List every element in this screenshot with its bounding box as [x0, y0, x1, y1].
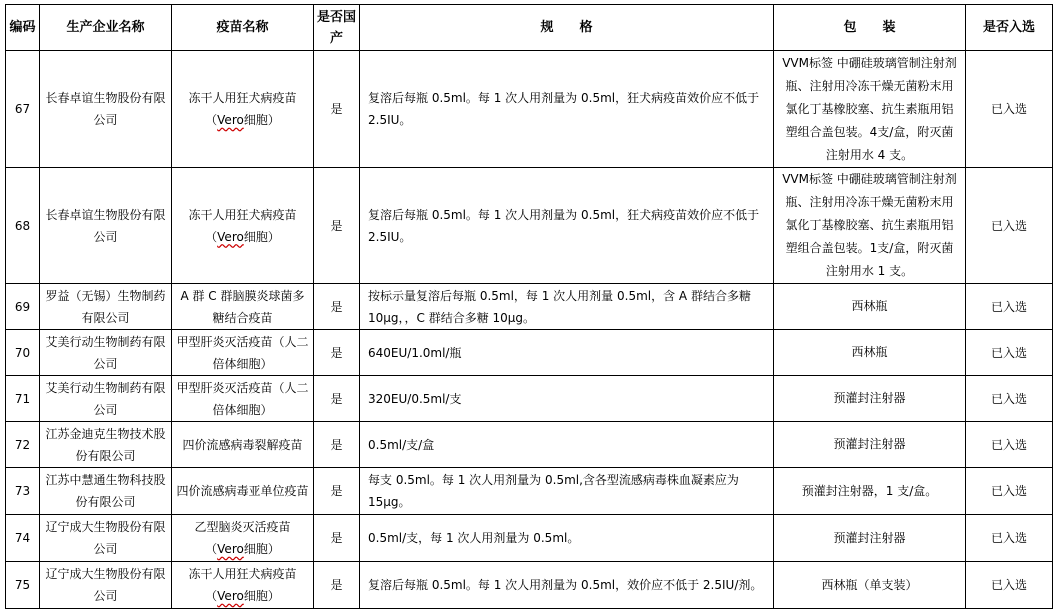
row-spec: 0.5ml/支，每 1 次人用剂量为 0.5ml。	[360, 515, 774, 562]
table-row	[6, 284, 1053, 330]
row-domestic: 是	[314, 422, 360, 468]
vaccine-name-line1: 冻干人用狂犬病疫苗	[188, 567, 297, 581]
header-code: 编码	[6, 5, 40, 51]
row-code: 72	[6, 422, 40, 468]
row-spec: 320EU/0.5ml/支	[360, 376, 774, 422]
table-row	[6, 468, 1053, 515]
row-code: 74	[6, 515, 40, 562]
row-spec: 按标示量复溶后每瓶 0.5ml，每 1 次人用剂量 0.5ml，含 A 群结合多糖 10μg，，C 群结合多糖 10μg。	[360, 284, 774, 330]
row-company: 长春卓谊生物股份有限公司	[40, 168, 172, 284]
row-selected: 已入选	[966, 515, 1053, 562]
vaccine-name-paren-open: （	[205, 229, 218, 244]
table-row	[6, 422, 1053, 468]
row-company: 艾美行动生物制药有限公司	[40, 330, 172, 376]
vaccine-table	[5, 4, 1053, 609]
row-company: 罗益（无锡）生物制药有限公司	[40, 284, 172, 330]
row-company: 辽宁成大生物股份有限公司	[40, 562, 172, 609]
vaccine-name-paren-open: （	[205, 542, 218, 556]
row-package: 预灌封注射器	[774, 376, 966, 422]
row-selected: 已入选	[966, 330, 1053, 376]
table-row	[6, 51, 1053, 168]
row-spec: 复溶后每瓶 0.5ml。每 1 次人用剂量为 0.5ml，狂犬病疫苗效价应不低于 2.5IU。	[360, 51, 774, 168]
vaccine-name-line1: 四价流感病毒亚单位疫苗	[176, 484, 309, 498]
header-selected: 是否入选	[966, 5, 1053, 51]
row-company: 艾美行动生物制药有限公司	[40, 376, 172, 422]
row-code: 73	[6, 468, 40, 515]
row-vaccine	[172, 168, 314, 284]
row-selected: 已入选	[966, 422, 1053, 468]
row-package: 预灌封注射器，1 支/盒。	[774, 468, 966, 515]
header-domestic: 是否国产	[314, 5, 360, 51]
row-vaccine	[172, 468, 314, 515]
vaccine-name-paren-open: （	[205, 589, 218, 603]
row-code: 69	[6, 284, 40, 330]
row-vaccine	[172, 284, 314, 330]
row-spec: 0.5ml/支/盒	[360, 422, 774, 468]
row-company: 长春卓谊生物股份有限公司	[40, 51, 172, 168]
row-domestic: 是	[314, 562, 360, 609]
row-company: 江苏金迪克生物技术股份有限公司	[40, 422, 172, 468]
row-code: 68	[6, 168, 40, 284]
row-code: 71	[6, 376, 40, 422]
vaccine-name-line1: 四价流感病毒裂解疫苗	[182, 437, 303, 452]
row-package: 西林瓶	[774, 330, 966, 376]
vaccine-name-paren-close: 细胞）	[243, 542, 280, 556]
row-domestic: 是	[314, 515, 360, 562]
vaccine-name-line1: 甲型肝炎灭活疫苗（人二倍体细胞）	[176, 380, 309, 417]
table-row	[6, 562, 1053, 609]
row-selected: 已入选	[966, 468, 1053, 515]
row-domestic: 是	[314, 376, 360, 422]
table-row	[6, 168, 1053, 284]
vaccine-name-paren-close: 细胞）	[243, 113, 280, 127]
vaccine-name-line1: 乙型脑炎灭活疫苗	[194, 520, 291, 534]
vaccine-name-cell-line: Vero	[217, 113, 244, 127]
row-package: VVM标签 中硼硅玻璃管制注射剂瓶、注射用冷冻干燥无菌粉末用氯化丁基橡胶塞、抗生素瓶用铝塑组合盖包装。1支/盒，附灭菌注射用水 1 支。	[774, 168, 966, 284]
row-vaccine	[172, 51, 314, 168]
vaccine-name-cell-line: Vero	[217, 589, 244, 603]
table-row	[6, 330, 1053, 376]
row-spec: 640EU/1.0ml/瓶	[360, 330, 774, 376]
vaccine-name-line1: 冻干人用狂犬病疫苗	[188, 91, 297, 105]
row-vaccine	[172, 330, 314, 376]
row-company: 江苏中慧通生物科技股份有限公司	[40, 468, 172, 515]
row-domestic: 是	[314, 330, 360, 376]
row-vaccine	[172, 515, 314, 562]
row-company: 辽宁成大生物股份有限公司	[40, 515, 172, 562]
header-company: 生产企业名称	[40, 5, 172, 51]
vaccine-name-paren-close: 细胞）	[243, 589, 280, 603]
row-package: VVM标签 中硼硅玻璃管制注射剂瓶、注射用冷冻干燥无菌粉末用氯化丁基橡胶塞、抗生素瓶用铝塑组合盖包装。4支/盒，附灭菌注射用水 4 支。	[774, 51, 966, 168]
row-selected: 已入选	[966, 284, 1053, 330]
vaccine-name-line1: 冻干人用狂犬病疫苗	[188, 207, 297, 222]
row-code: 75	[6, 562, 40, 609]
table-row	[6, 376, 1053, 422]
row-code: 70	[6, 330, 40, 376]
header-package: 包 装	[774, 5, 966, 51]
row-code: 67	[6, 51, 40, 168]
vaccine-name-line1: 甲型肝炎灭活疫苗（人二倍体细胞）	[176, 334, 309, 371]
row-domestic: 是	[314, 284, 360, 330]
row-domestic: 是	[314, 468, 360, 515]
table-body	[6, 51, 1053, 609]
row-vaccine	[172, 422, 314, 468]
row-package: 预灌封注射器	[774, 422, 966, 468]
row-package: 西林瓶（单支装）	[774, 562, 966, 609]
row-spec: 复溶后每瓶 0.5ml。每 1 次人用剂量为 0.5ml，狂犬病疫苗效价应不低于 2.5IU。	[360, 168, 774, 284]
vaccine-name-line1: A 群 C 群脑膜炎球菌多糖结合疫苗	[180, 288, 305, 325]
table-header-row	[6, 5, 1053, 51]
vaccine-name-paren-close: 细胞）	[243, 229, 280, 244]
row-domestic: 是	[314, 51, 360, 168]
vaccine-name-cell-line: Vero	[217, 229, 244, 244]
row-spec: 每支 0.5ml。每 1 次人用剂量为 0.5ml,含各型流感病毒株血凝素应为 15μg。	[360, 468, 774, 515]
header-vaccine: 疫苗名称	[172, 5, 314, 51]
row-selected: 已入选	[966, 168, 1053, 284]
row-vaccine	[172, 376, 314, 422]
row-package: 西林瓶	[774, 284, 966, 330]
row-selected: 已入选	[966, 376, 1053, 422]
row-domestic: 是	[314, 168, 360, 284]
row-selected: 已入选	[966, 51, 1053, 168]
row-spec: 复溶后每瓶 0.5ml。每 1 次人用剂量为 0.5ml，效价应不低于 2.5IU/剂。	[360, 562, 774, 609]
row-selected: 已入选	[966, 562, 1053, 609]
row-package: 预灌封注射器	[774, 515, 966, 562]
vaccine-name-paren-open: （	[205, 113, 218, 127]
table-row	[6, 515, 1053, 562]
row-vaccine	[172, 562, 314, 609]
vaccine-name-cell-line: Vero	[217, 542, 244, 556]
header-spec: 规 格	[360, 5, 774, 51]
